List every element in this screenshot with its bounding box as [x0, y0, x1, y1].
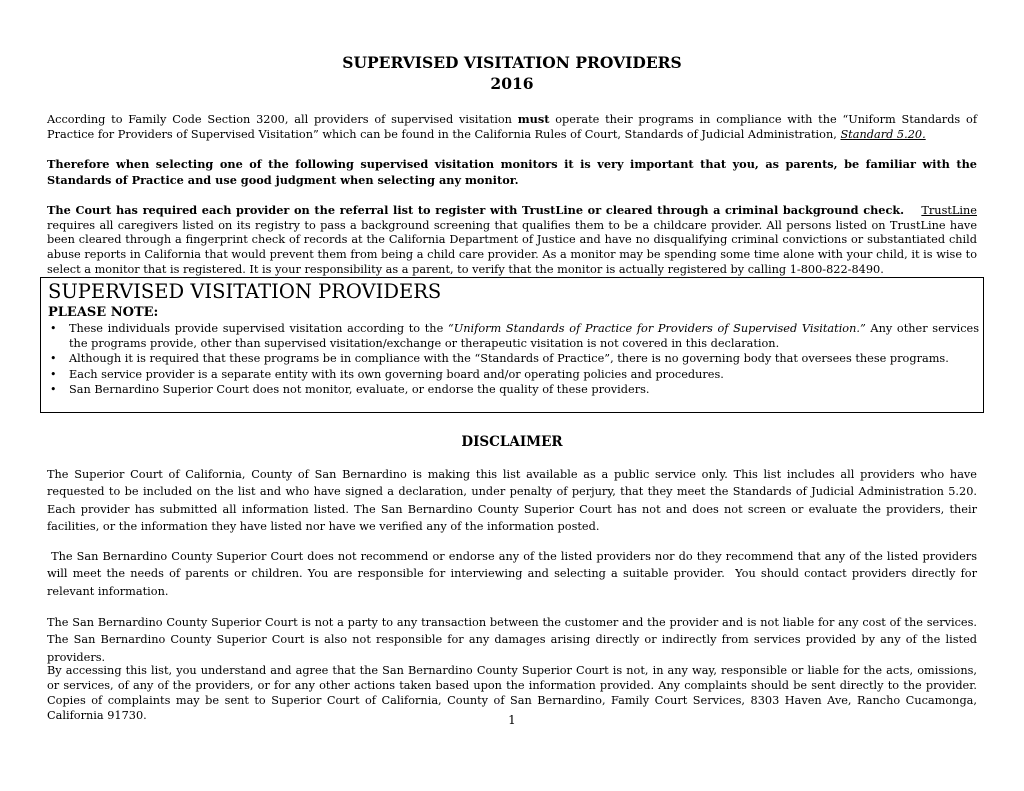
note-bullet-list: [48, 322, 979, 399]
emphasis-must: must: [517, 112, 550, 126]
bullet-text: These individuals provide supervised visitation according to the: [69, 322, 448, 335]
list-item: [48, 383, 979, 398]
standards-title: “Uniform Standards of Practice for Providers of Supervised Visitation.”: [447, 322, 866, 335]
please-note-box: [40, 277, 984, 413]
document-title: SUPERVISED VISITATION PROVIDERS: [342, 53, 682, 72]
document-year: 2016: [490, 74, 534, 93]
trustline-requirement: The Court has required each provider on the referral list to register with TrustLine or cleared through a criminal background check.: [47, 203, 905, 217]
disclaimer-heading: DISCLAIMER: [461, 434, 563, 450]
trustline-description: requires all caregivers listed on its registry to pass a background screening that qualifies them to be a childcare provider. All persons listed on TrustLine have been cleared through a fingerprint check of records at the California Department of Justice and have no disqualifying criminal convictions or substantiated child abuse reports in California that would prevent them from being a child care provider. As a monitor may be spending some time alone with your child, it is wise to select a monitor that is registered. It is your responsibility as a parent, to verify that the monitor is actually registered by calling 1-800-822-8490.: [47, 218, 977, 276]
bullet-icon: •: [50, 352, 57, 365]
standard-5-20-link[interactable]: Standard 5.20.: [840, 127, 926, 141]
list-item: [48, 352, 979, 367]
list-item: [48, 368, 979, 383]
bullet-icon: •: [50, 322, 57, 335]
trustline-link[interactable]: TrustLine: [921, 204, 977, 217]
disclaimer-paragraph-4: By accessing this list, you understand and agree that the San Bernardino County Superior Court is not, in any way, responsible or liable for the acts, omissions, or services, of any of the providers, or for any other actions taken based upon the information provided. Any complaints should be sent directly to the provider. Copies of complaints may be sent to Superior Court of California, County of San Bernardino, Family Court Services, 8303 Haven Ave, Rancho Cucamonga, California 91730.: [47, 664, 977, 722]
bullet-text: Each service provider is a separate entity with its own governing board and/or operating policies and procedures.: [69, 367, 724, 381]
intro-paragraph-2: [47, 157, 977, 188]
bullet-text: San Bernardino Superior Court does not monitor, evaluate, or endorse the quality of these providers.: [69, 383, 650, 396]
box-title: SUPERVISED VISITATION PROVIDERS: [48, 280, 442, 303]
intro-text: According to Family Code Section 3200, all providers of supervised visitation: [47, 113, 518, 126]
bullet-icon: •: [50, 383, 57, 396]
bullet-icon: •: [50, 367, 57, 381]
selection-warning: Therefore when selecting one of the following supervised visitation monitors it is very important that you, as parents, be familiar with the Standards of Practice and use good judgment when selecting any monitor.: [47, 157, 977, 187]
disclaimer-paragraph-1: The Superior Court of California, County of San Bernardino is making this list available as a public service only. This list includes all providers who have requested to be included on the list and who have signed a declaration, under penalty of perjury, that they meet the Standards of Judicial Administration 5.20. Each provider has submitted all information listed. The San Bernardino County Superior Court has not and does not screen or evaluate the providers, their facilities, or the information they have listed nor have we verified any of the information posted.: [47, 468, 977, 534]
list-item: [48, 322, 979, 351]
intro-paragraph-1: [47, 112, 977, 142]
bullet-text: Although it is required that these programs be in compliance with the “Standards of Practice”, there is no governing body that oversees these programs.: [69, 352, 949, 365]
intro-text-cont: operate their programs in compliance with the “Uniform Standards of Practice for Providers of Supervised Visitation” which can be found in the California Rules of Court, Standards of Judicial Administration,: [47, 113, 978, 141]
page-number: 1: [508, 713, 516, 727]
bullet-text-cont: Any other services the programs provide, other than supervised visitation/exchange or therapeutic visitation is not covered in this declaration.: [69, 322, 979, 350]
disclaimer-paragraph-3: The San Bernardino County Superior Court is not a party to any transaction between the customer and the provider and is not liable for any cost of the services. The San Bernardino County Superior Court is also not responsible for any damages arising directly or indirectly from services provided by any of the listed providers.: [47, 616, 977, 664]
disclaimer-paragraph-2: The San Bernardino County Superior Court does not recommend or endorse any of the listed providers nor do they recommend that any of the listed providers will meet the needs of parents or children. You are responsible for interviewing and selecting a suitable provider. You should contact providers directly for relevant information.: [47, 550, 981, 598]
intro-paragraph-3: [47, 203, 977, 278]
please-note-heading: PLEASE NOTE:: [48, 305, 159, 320]
